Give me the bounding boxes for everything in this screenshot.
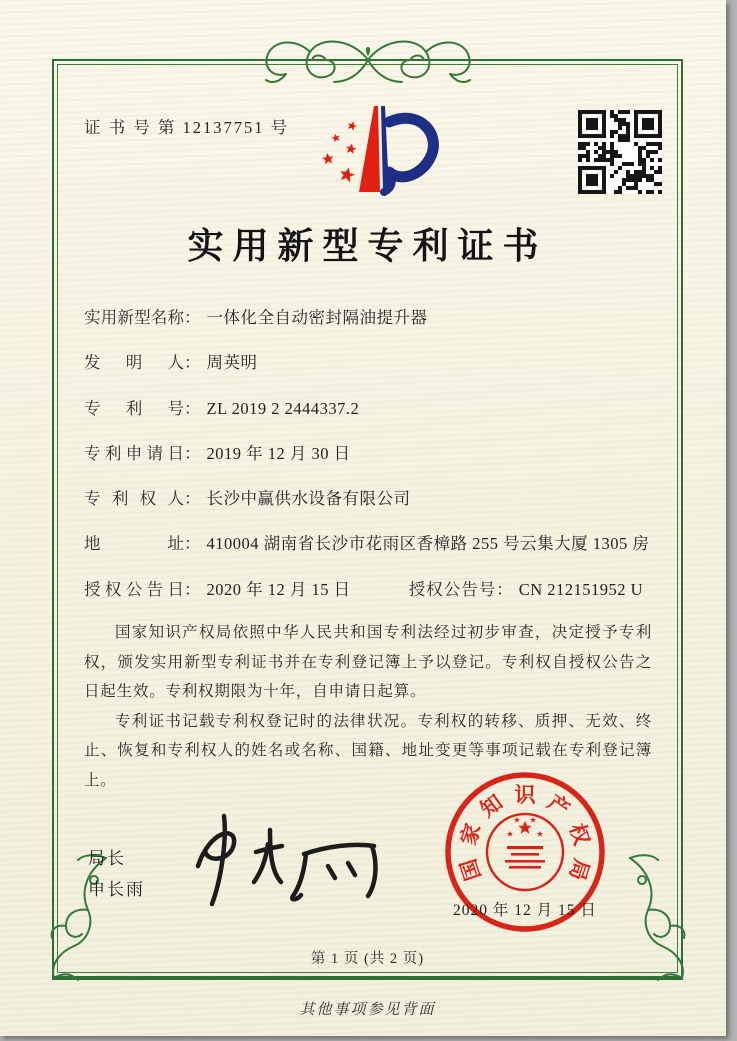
field-value: 周英明: [206, 353, 258, 373]
seal-arc-char: 家: [456, 820, 486, 849]
field-colon: ：: [184, 398, 201, 418]
field-patentee: [84, 485, 664, 530]
field-patent-number: [84, 395, 664, 440]
field-value: 410004 湖南省长沙市花雨区香樟路 255 号云集大厦 1305 房: [206, 534, 650, 554]
commissioner-name: 申长雨: [88, 880, 145, 899]
seal-date: 2020 年 12 月 15 日: [453, 902, 597, 919]
field-colon: ：: [184, 443, 201, 463]
field-address: [84, 530, 664, 575]
field-value: 一体化全自动密封隔油提升器: [206, 308, 428, 327]
field-colon: ：: [184, 579, 201, 599]
field-label: 授权公告日: [84, 579, 184, 599]
official-seal: [422, 770, 628, 942]
field-value: 长沙中赢供水设备有限公司: [206, 489, 411, 509]
body-paragraph: 国家知识产权局依照中华人民共和国专利法经过初步审查，决定授予专利权，颁发实用新型专利证书并在专利登记簿上予以登记。专利权自授权公告之日起生效。专利权期限为十年，自申请日起算。: [84, 624, 652, 700]
commissioner-block: [88, 843, 145, 905]
seal-arc-char: 局: [564, 855, 594, 884]
seal-arc-char: 知: [475, 790, 508, 822]
field-label: 授权公告号: [408, 579, 497, 599]
field-label: 专利权人: [84, 489, 184, 509]
legal-text: [84, 618, 652, 795]
field-value: 2019 年 12 月 30 日: [206, 443, 351, 463]
qr-code: [578, 110, 662, 194]
seal-arc-char: 识: [514, 783, 536, 807]
body-paragraph: 专利证书记载专利权登记时的法律状况。专利权的转移、质押、无效、终止、恢复和专利权人的姓名或名称、国籍、地址变更等事项记载在专利登记簿上。: [84, 712, 652, 789]
field-value: CN 212151952 U: [518, 579, 644, 599]
field-utility-model-name: [84, 304, 664, 349]
seal-arc-char: 权: [564, 820, 594, 849]
field-grant-date: [84, 580, 355, 599]
ornament-left-half: [266, 42, 368, 82]
field-list: [84, 304, 664, 621]
back-note: 其他事项参见背面: [299, 1002, 436, 1018]
field-colon: ：: [184, 308, 201, 327]
commissioner-title: 局长: [88, 849, 126, 868]
field-label: 专利申请日: [84, 443, 184, 463]
field-label: 专利号: [84, 398, 184, 418]
field-value: ZL 2019 2 2444337.2: [206, 398, 360, 418]
field-label: 发明人: [84, 353, 184, 373]
field-label: 地址: [84, 534, 184, 554]
certificate-number: 证 书 号 第 12137751 号: [84, 118, 290, 137]
ornament-right-half: [368, 42, 470, 82]
commissioner-signature: [182, 810, 402, 912]
logo-red-spike: [359, 106, 380, 192]
field-value: 2020 年 12 月 15 日: [206, 579, 351, 599]
ornament-center-leaf: [367, 48, 369, 54]
certificate-title: 实用新型专利证书: [187, 226, 548, 266]
field-label: 实用新型名称: [84, 308, 184, 327]
page-number: 第 1 页 (共 2 页): [310, 951, 425, 967]
field-grant-number: [409, 580, 643, 599]
logo-stars: [321, 120, 358, 183]
field-inventor: [84, 349, 664, 394]
seal-arc-char: 产: [542, 790, 575, 822]
logo-p-bowl: [389, 118, 433, 177]
field-grant-row: [84, 576, 664, 621]
field-colon: ：: [496, 579, 513, 599]
field-filing-date: [84, 440, 664, 485]
field-colon: ：: [184, 489, 201, 509]
seal-emblem: [487, 814, 563, 890]
field-colon: ：: [184, 534, 201, 554]
seal-arc-char: 国: [456, 855, 486, 884]
top-scroll-ornament: [256, 30, 480, 90]
field-colon: ：: [184, 353, 201, 373]
cnipa-logo: [295, 96, 445, 202]
